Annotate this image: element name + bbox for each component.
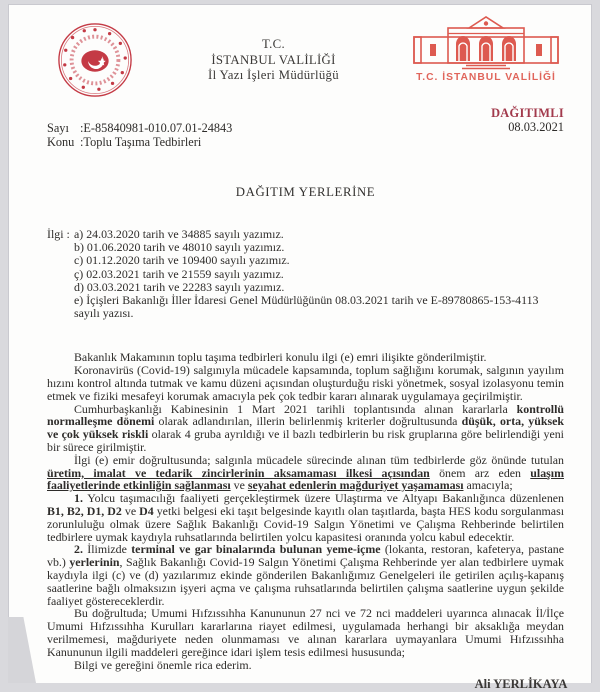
konu-line [47, 136, 232, 150]
paragraph-segment: ve [230, 478, 248, 493]
ilgi-items [74, 228, 564, 320]
paragraph-segment: önem arz eden [429, 465, 531, 480]
meta-right [491, 107, 564, 134]
paragraph-segment: Bakanlık Makamının toplu taşıma tedbirleri konulu ilgi (e) emri ilişikte gönderilmiştir. [74, 350, 487, 365]
paragraph-segment: yerlerinin [69, 555, 120, 570]
paragraph [47, 543, 564, 607]
paragraph-segment: düşük, orta, yüksek ve çok yüksek riskli [47, 414, 564, 442]
ilgi-item: ç) 02.03.2021 tarih ve 21559 sayılı yazımız. [74, 266, 284, 281]
paragraph-segment: 2. [74, 542, 83, 557]
paragraph-segment: ulaşım faaliyetlerinde etkinliğin sağlanması [47, 465, 564, 493]
ilgi-block [47, 228, 564, 320]
document-page [8, 4, 592, 691]
paragraph-segment: terminal ve gar binalarında bulunan yeme-içme [131, 542, 381, 557]
valilik-logo [408, 15, 564, 83]
paragraph-segment: Yolcu taşımacılığı faaliyeti gerçekleştirmek üzere Ulaştırma ve Altyapı Bakanlığınca düzenlenen [82, 491, 564, 506]
paragraph-segment: , Sağlık Bakanlığı Covid-19 Salgın Yönetimi Çalışma Rehberinde yer alan tedbirlere uymak kaydıyla ilgi (c) ve (d) yazılarımız ekinde gönderilen Bakanlığımız Genelgeleri ile getirilen açılış-kapanış saatlerine bağlı olmaksızın işyeri açma ve çalışma ruhsatlarında belirtilen çalışma saatlerine uygun şekilde faaliyet göstereceklerdir. [47, 555, 565, 608]
paragraph-segment: Bilgi ve gereğini önemle rica ederim. [74, 657, 252, 672]
meta-section [47, 107, 564, 149]
paragraph-segment: kontrollü normalleşme dönemi [47, 401, 564, 429]
paragraph-segment: İlimizde [82, 542, 132, 557]
ilgi-label: İlgi : [47, 227, 70, 241]
ilgi-item: e) İçişleri Bakanlığı İller İdaresi Genel Müdürlüğünün 08.03.2021 tarih ve E-89780865-153-4113 sayılı yazısı. [74, 293, 539, 321]
letterhead-line-tc: T.C. [261, 37, 285, 51]
distribution-mark: DAĞITIMLI [491, 106, 564, 120]
paragraph [47, 364, 564, 402]
paragraph-segment: seyahat edenlerin mağduriyet yaşamaması [247, 478, 464, 493]
ilgi-item: c) 01.12.2020 tarih ve 109400 sayılı yazımız. [74, 253, 290, 268]
konu-label: Konu [47, 134, 75, 149]
document-date: 08.03.2021 [508, 119, 564, 134]
valilik-logo-caption: T.C. İSTANBUL VALİLİĞİ [416, 72, 556, 83]
paragraph-segment: olarak adlandırılan, illerin belirlenmiş kriterler doğrultusunda [154, 414, 462, 429]
ministry-seal-icon [47, 15, 139, 99]
paragraph-segment: olarak 4 gruba ayrıldığı ve il bazlı tedbirlerin bu risk gruplarına göre belirlendiği yeni bir sürece girilmiştir. [47, 427, 564, 454]
ilgi-item: a) 24.03.2020 tarih ve 34885 sayılı yazımız. [74, 227, 284, 241]
paragraph [47, 454, 564, 492]
paragraph-segment: yetki belgesi eki taşıt belgesinde kayıtlı olan taşıtlarda, başta HES kodu sorgulanması zorunluluğu olmak üzere Sağlık Bakanlığı Covid-19 Salgın Yönetimi ve Çalışma Rehberinde belirtilen tedbirlere uymak kaydıyla ruhsatlarında belirtilen yolcu kapasitesi oranında yolcu kabul edecektir. [47, 503, 564, 544]
paragraph-segment: ve [121, 503, 140, 518]
paragraph [47, 659, 564, 672]
letterhead [47, 15, 564, 99]
paragraph-segment: üretim, imalat ve tedarik zincirlerinin aksamaması ilkesi açısından [47, 465, 430, 480]
letterhead-title [208, 37, 339, 84]
valilik-building-icon [408, 15, 564, 71]
paragraph-segment: İlgi (e) emir doğrultusunda; salgınla mücadele sürecinde alınan tüm tedbirlerde göz önünde tutulan [74, 452, 564, 467]
paragraph-segment: 1. [74, 491, 83, 506]
letterhead-line-valilik: İSTANBUL VALİLİĞİ [211, 52, 336, 67]
signature-name: Ali YERLİKAYA [474, 677, 568, 691]
ilgi-item: b) 01.06.2020 tarih ve 48010 sayılı yazımız. [74, 240, 285, 255]
body-paragraphs [47, 351, 564, 671]
paragraph [47, 492, 564, 543]
paragraph-segment: Bu doğrultuda; Umumi Hıfzıssıhha Kanununun 27 nci ve 72 nci maddeleri uyarınca alınacak İl/İlçe Umumi Hıfzıssıhha Kurulları kararlarına riayet edilmesi, uygulamada herhangi bir aksaklığa meydan verilmemesi, mağduriyete neden olunmaması ve alınan kararlara uymayanlara Umumi Hıfzıssıhha Kanununun ilgili maddeleri gereğince idari işlem tesis edilmesi hususunda; [47, 606, 564, 659]
document-heading: DAĞITIM YERLERİNE [235, 185, 376, 199]
letterhead-line-mudurluk: İl Yazı İşleri Müdürlüğü [208, 68, 339, 82]
paragraph [47, 403, 564, 454]
paragraph [47, 607, 564, 658]
paragraph-segment: Cumhurbaşkanlığı Kabinesinin 1 Mart 2021 tarihli toplantısında alınan kararlarla [74, 401, 517, 416]
paragraph-segment: Koronavirüs (Covid-19) salgınıyla mücadele kapsamında, toplum sağlığını korumak, salgının yayılım hızını kontrol altında tutmak ve kamu düzeni açısından oluşturduğu riski yönetmek, sosyal izolasyonu temin etmek ve fiziki mesafeyi korumak amacıyla pek çok tedbir kararı alınarak uygulamaya geçirilmiştir. [47, 363, 564, 403]
sayi-line [47, 122, 232, 136]
paragraph-segment: B1, B2, D1, D2 [47, 503, 122, 518]
paragraph-segment: (lokanta, restoran, kafeterya, pastane vb.) [47, 542, 564, 570]
scan-corner-artifact [8, 617, 36, 683]
sayi-label: Sayı [47, 121, 69, 135]
meta-left [47, 122, 232, 149]
konu-value: :Toplu Taşıma Tedbirleri [80, 134, 202, 149]
ilgi-item: d) 03.03.2021 tarih ve 22283 sayılı yazımız. [74, 279, 285, 294]
sayi-value: :E-85840981-010.07.01-24843 [80, 121, 233, 135]
paragraph-segment: amacıyla; [463, 478, 513, 493]
paragraph-segment: D4 [139, 503, 154, 518]
